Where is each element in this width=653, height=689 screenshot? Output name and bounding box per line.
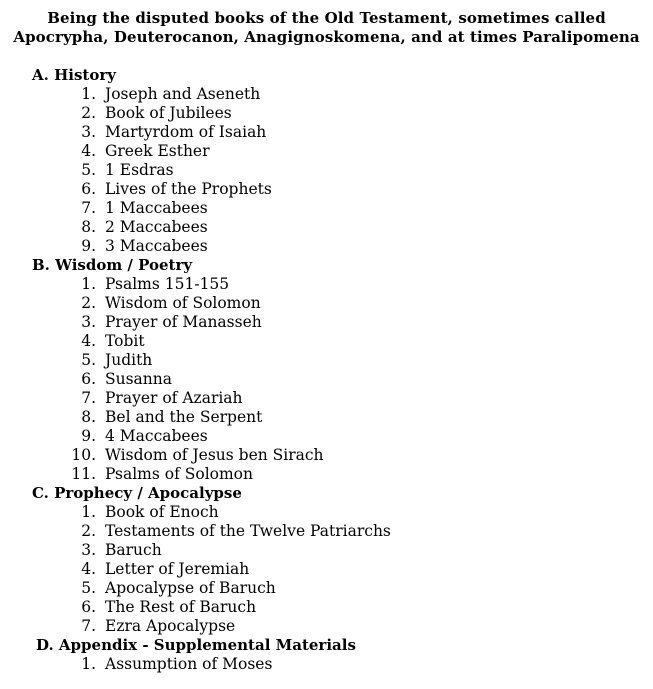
title-line-1: Being the disputed books of the Old Testament, sometimes called bbox=[47, 9, 606, 27]
list-item-number: 3. bbox=[81, 313, 96, 331]
list-item bbox=[0, 237, 653, 256]
list-item bbox=[0, 275, 653, 294]
list-item bbox=[0, 598, 653, 617]
list-item bbox=[0, 199, 653, 218]
list-item-number: 5. bbox=[81, 579, 96, 597]
list-item-number: 10. bbox=[71, 446, 96, 464]
list-item bbox=[0, 446, 653, 465]
list-item-number: 11. bbox=[71, 465, 96, 483]
list-item-title: The Rest of Baruch bbox=[105, 598, 257, 616]
list-item-number: 4. bbox=[81, 560, 96, 578]
section-heading: C. Prophecy / Apocalypse bbox=[32, 484, 242, 502]
list-item-title: Assumption of Moses bbox=[105, 655, 273, 673]
list-item bbox=[0, 218, 653, 237]
list-item-title: Book of Enoch bbox=[105, 503, 219, 521]
list-item-number: 3. bbox=[81, 541, 96, 559]
list-item-number: 2. bbox=[81, 104, 96, 122]
list-item-number: 8. bbox=[81, 218, 96, 236]
list-item bbox=[0, 294, 653, 313]
list-item bbox=[0, 522, 653, 541]
list-item bbox=[0, 161, 653, 180]
list-item-title: Wisdom of Solomon bbox=[105, 294, 261, 312]
list-item bbox=[0, 370, 653, 389]
list-item-title: Martyrdom of Isaiah bbox=[105, 123, 267, 141]
list-item-number: 2. bbox=[81, 294, 96, 312]
list-item bbox=[0, 541, 653, 560]
list-item bbox=[0, 123, 653, 142]
list-item-number: 9. bbox=[81, 427, 96, 445]
list-item bbox=[0, 85, 653, 104]
list-item-title: Psalms of Solomon bbox=[105, 465, 253, 483]
list-item-number: 7. bbox=[81, 199, 96, 217]
title-line-2: Apocrypha, Deuterocanon, Anagignoskomena, and at times Paralipomena bbox=[13, 28, 640, 46]
list-item-title: Judith bbox=[105, 351, 153, 369]
list-item-number: 8. bbox=[81, 408, 96, 426]
list-item-number: 4. bbox=[81, 142, 96, 160]
list-item bbox=[0, 142, 653, 161]
list-item-title: 1 Maccabees bbox=[105, 199, 208, 217]
list-item-number: 3. bbox=[81, 123, 96, 141]
list-item-title: 3 Maccabees bbox=[105, 237, 208, 255]
list-item bbox=[0, 389, 653, 408]
section-heading: D. Appendix - Supplemental Materials bbox=[36, 636, 356, 654]
list-item bbox=[0, 503, 653, 522]
list-item bbox=[0, 465, 653, 484]
list-item-number: 1. bbox=[81, 655, 96, 673]
list-item-number: 9. bbox=[81, 237, 96, 255]
list-item bbox=[0, 332, 653, 351]
list-item-title: Prayer of Manasseh bbox=[105, 313, 262, 331]
list-item bbox=[0, 579, 653, 598]
list-item-title: Lives of the Prophets bbox=[105, 180, 272, 198]
list-item-number: 7. bbox=[81, 389, 96, 407]
list-item-title: 1 Esdras bbox=[105, 161, 174, 179]
list-item bbox=[0, 408, 653, 427]
list-item-number: 6. bbox=[81, 370, 96, 388]
list-item-number: 2. bbox=[81, 522, 96, 540]
list-item-number: 5. bbox=[81, 161, 96, 179]
list-item bbox=[0, 560, 653, 579]
list-item bbox=[0, 427, 653, 446]
list-item-title: Testaments of the Twelve Patriarchs bbox=[105, 522, 391, 540]
list-item bbox=[0, 313, 653, 332]
list-item-title: Psalms 151-155 bbox=[105, 275, 230, 293]
list-item-number: 4. bbox=[81, 332, 96, 350]
list-item-number: 7. bbox=[81, 617, 96, 635]
list-item-title: Prayer of Azariah bbox=[105, 389, 243, 407]
list-item-title: Wisdom of Jesus ben Sirach bbox=[105, 446, 324, 464]
list-item-number: 1. bbox=[81, 275, 96, 293]
list-item-title: Greek Esther bbox=[105, 142, 210, 160]
list-item-title: Apocalypse of Baruch bbox=[105, 579, 276, 597]
list-item bbox=[0, 104, 653, 123]
list-item-number: 1. bbox=[81, 85, 96, 103]
list-item-title: Bel and the Serpent bbox=[105, 408, 263, 426]
list-item-number: 1. bbox=[81, 503, 96, 521]
document-title bbox=[0, 9, 653, 47]
list-item bbox=[0, 655, 653, 674]
list-item-number: 6. bbox=[81, 598, 96, 616]
list-item-title: 4 Maccabees bbox=[105, 427, 208, 445]
list-item bbox=[0, 617, 653, 636]
list-item-title: Tobit bbox=[105, 332, 145, 350]
list-item-number: 6. bbox=[81, 180, 96, 198]
list-item-title: Baruch bbox=[105, 541, 162, 559]
list-item-title: Ezra Apocalypse bbox=[105, 617, 236, 635]
book-list bbox=[0, 66, 653, 674]
list-item-title: Book of Jubilees bbox=[105, 104, 232, 122]
list-item-title: Susanna bbox=[105, 370, 173, 388]
list-item bbox=[0, 351, 653, 370]
list-item bbox=[0, 180, 653, 199]
section-heading: A. History bbox=[32, 66, 116, 84]
list-item-title: 2 Maccabees bbox=[105, 218, 208, 236]
list-item-title: Letter of Jeremiah bbox=[105, 560, 250, 578]
list-item-title: Joseph and Aseneth bbox=[105, 85, 261, 103]
list-item-number: 5. bbox=[81, 351, 96, 369]
section-heading: B. Wisdom / Poetry bbox=[32, 256, 193, 274]
